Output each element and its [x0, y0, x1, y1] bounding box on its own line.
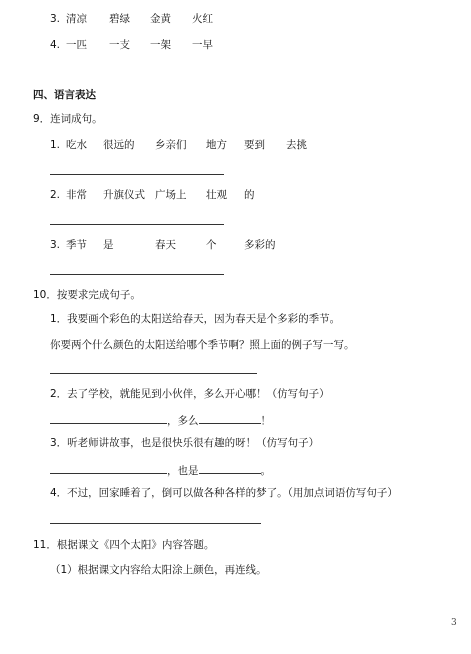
word: 是: [103, 239, 114, 251]
page-number: 3: [451, 618, 457, 628]
word: 吃水: [66, 139, 87, 151]
item-number: 3.: [50, 239, 61, 251]
word: 多彩的: [244, 239, 276, 251]
item-number: 4.: [50, 39, 61, 51]
word: 壮观: [206, 189, 227, 201]
word: 去挑: [286, 139, 307, 151]
punctuation: ！: [260, 415, 271, 427]
answer-line[interactable]: [50, 523, 261, 524]
word: 一架: [150, 39, 171, 51]
word: 一早: [192, 39, 213, 51]
item-number: 3.: [50, 13, 61, 25]
answer-line[interactable]: [50, 224, 224, 225]
punctuation: 。: [260, 465, 271, 477]
question-9-title: 9．连词成句。: [33, 113, 103, 125]
connector-text: ，也是: [167, 465, 199, 477]
word: 碧绿: [109, 13, 130, 25]
connector-text: ，多么: [167, 415, 199, 427]
word: 的: [244, 189, 255, 201]
word: 一匹: [66, 39, 87, 51]
question-11-title: 11．根据课文《四个太阳》内容答题。: [33, 539, 215, 551]
blank-field[interactable]: [199, 461, 261, 474]
blank-field[interactable]: [50, 461, 167, 474]
word: 火红: [192, 13, 213, 25]
example-sentence: 1．我要画个彩色的太阳送给春天，因为春天是个多彩的季节。: [50, 313, 341, 325]
item-number: 2.: [50, 189, 61, 201]
sub-question: （1）根据课文内容给太阳涂上颜色，再连线。: [50, 564, 267, 576]
fill-in-line: [50, 461, 271, 478]
fill-in-line: [50, 411, 271, 428]
item-number: 1.: [50, 139, 61, 151]
word: 清凉: [66, 13, 87, 25]
word: 一支: [109, 39, 130, 51]
section-heading: 四、语言表达: [33, 89, 96, 101]
blank-field[interactable]: [50, 411, 167, 424]
word: 升旗仪式: [103, 189, 145, 201]
word: 金黄: [150, 13, 171, 25]
word: 个: [206, 239, 217, 251]
word: 春天: [155, 239, 176, 251]
word: 乡亲们: [155, 139, 187, 151]
word: 要到: [244, 139, 265, 151]
example-sentence: 4．不过，回家睡着了，倒可以做各种各样的梦了。（用加点词语仿写句子）: [50, 487, 398, 499]
answer-line[interactable]: [50, 174, 224, 175]
question-10-title: 10．按要求完成句子。: [33, 289, 141, 301]
word: 非常: [66, 189, 87, 201]
word: 季节: [66, 239, 87, 251]
answer-line[interactable]: [50, 274, 224, 275]
example-sentence: 2．去了学校，就能见到小伙伴，多么开心哪！（仿写句子）: [50, 388, 330, 400]
word: 广场上: [155, 189, 187, 201]
blank-field[interactable]: [199, 411, 261, 424]
word: 地方: [206, 139, 227, 151]
answer-line[interactable]: [50, 373, 257, 374]
instruction: 你要两个什么颜色的太阳送给哪个季节啊？照上面的例子写一写。: [50, 339, 355, 351]
word: 很远的: [103, 139, 135, 151]
example-sentence: 3．听老师讲故事，也是很快乐很有趣的呀！（仿写句子）: [50, 437, 320, 449]
